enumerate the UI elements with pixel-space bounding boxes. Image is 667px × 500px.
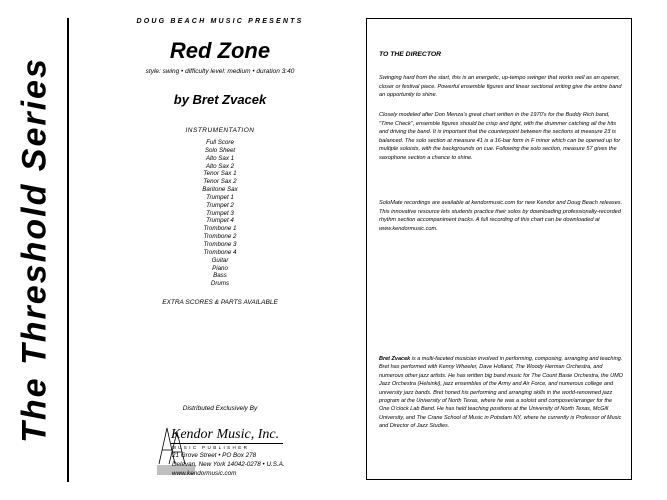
publisher-name: Kendor Music, Inc. (171, 427, 280, 442)
publisher-address-2: Delevan, New York 14042-0278 • U.S.A. (172, 461, 285, 468)
instrumentation-heading: INSTRUMENTATION (185, 127, 255, 134)
publisher-website: www.kendormusic.com (172, 470, 237, 477)
instrument-item: Bass (213, 272, 227, 280)
director-paragraph-2: Closely modeled after Don Menza's great chart written in the 1970's for the Buddy Rich band, "Time Check", ensemble figures should be crisp and tight, with the drummer catching all the hits and driving the band. It is important that the counterpoint between the sections at measure 23 is balanced. The solo section at measure 41 is a 16-bar form in F minor which can be opened up for multiple soloists, with the backgrounds on cue. Following the solo section, measure 57 gives the saxophone section a chance to shine. (379, 112, 621, 161)
solomate-paragraph: SoloMate recordings are available at kendormusic.com for new Kendor and Doug Beach releases. This innovative resource lets students practice their solos by downloading professionally-recorded rhythm section accompaniment tracks. A full recording of this chart can be downloaded at www.kendormusic.com. (379, 200, 623, 232)
instrument-item: Tenor Sax 2 (203, 178, 237, 186)
director-paragraph-1: Swinging hard from the start, this is an energetic, up-tempo swinger that works well as an opener, closer or festival piece. Powerful ensemble figures and linear sectional writing give the entire band an opportunity to shine. (379, 75, 622, 99)
instrument-item: Solo Sheet (204, 146, 236, 154)
notes-page (366, 18, 632, 480)
instrument-item: Drums (210, 280, 230, 288)
instrument-item: Alto Sax 1 (205, 154, 235, 162)
instrument-item: Trombone 1 (203, 225, 237, 233)
instrument-item: Baritone Sax (202, 186, 238, 194)
instrument-item: Trumpet 3 (206, 209, 234, 217)
instrument-item: Trumpet 4 (206, 217, 234, 225)
extra-parts-note: EXTRA SCORES & PARTS AVAILABLE (162, 299, 278, 306)
piece-info: style: swing • difficulty level: medium • duration 3:40 (145, 68, 295, 75)
instrument-item: Piano (212, 264, 228, 272)
instrument-item: Trombone 4 (203, 248, 237, 256)
bio-name: Bret Zvacek (379, 356, 411, 362)
instrument-item: Guitar (211, 256, 229, 264)
instrument-item: Tenor Sax 1 (203, 170, 237, 178)
presents-line: DOUG BEACH MUSIC PRESENTS (136, 18, 304, 25)
series-title: The Threshold Series (15, 57, 54, 443)
publisher-divider (171, 443, 283, 444)
instrument-list (75, 139, 365, 288)
composer-bio (379, 355, 623, 431)
instrument-item: Trumpet 2 (206, 201, 234, 209)
instrument-item: Trombone 2 (203, 233, 237, 241)
distributed-by: Distributed Exclusively By (182, 405, 258, 412)
bio-text: is a multi-faceted musician involved in performing, composing, arranging and teaching. Bret has performed with Kenny Wheeler, Dave Holland, The Woody Herman Orchestra, and numerous other jazz artists. He has written big band music for The Count Basie Orchestra, the UMO Jazz Orchestra (Helsinki), jazz ensembles of the Army and Air Force, and numerous college and university jazz bands. Bret honed his performing and arranging skills in the world-renowned jazz program at the University of North Texas, where he was a soloist and composer/arranger for the One O'clock Lab Band. He has held teaching positions at the University of North Texas, McGill University, and The Crane School of Music in Potsdam NY, where he currently is Professor of Music and Director of Jazz Studies. (379, 356, 623, 430)
publisher-address-1: 21 Grove Street • PO Box 278 (172, 452, 257, 459)
instrument-item: Full Score (206, 139, 234, 146)
publisher-subtitle: MUSIC PUBLISHER (172, 445, 250, 450)
spine (0, 0, 70, 500)
instrument-item: Trumpet 1 (206, 193, 234, 201)
instrument-item: Alto Sax 2 (205, 162, 235, 170)
director-heading: TO THE DIRECTOR (379, 51, 442, 58)
piece-title: Red Zone (169, 38, 271, 63)
instrument-item: Trombone 3 (203, 240, 237, 248)
spine-divider (67, 18, 69, 482)
piece-author: by Bret Zvacek (173, 92, 267, 107)
cover-page (75, 0, 365, 500)
